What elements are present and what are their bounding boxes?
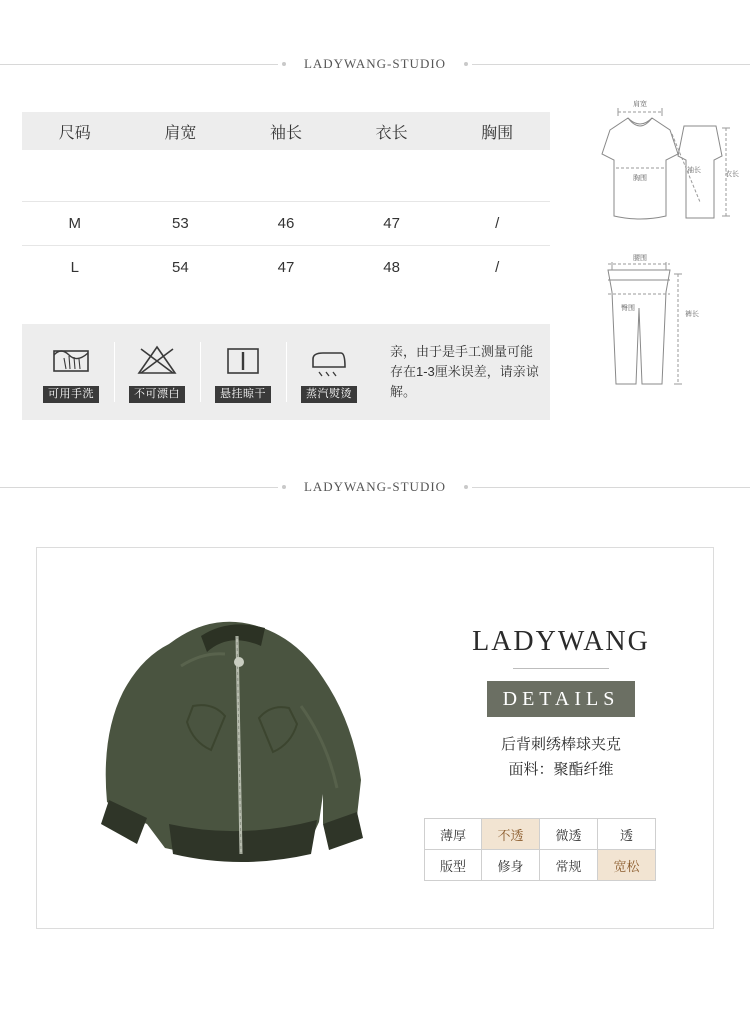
care-label: 蒸汽熨烫 <box>301 386 357 402</box>
detail-lines <box>429 733 693 783</box>
diagram-label-sleeve: 袖长 <box>687 166 701 174</box>
size-cell: 46 <box>233 202 339 246</box>
detail-line: 面料：聚酯纤维 <box>508 760 614 778</box>
measurement-note: 亲，由于是手工测量可能存在1-3厘米误差，请亲谅解。 <box>390 343 539 400</box>
care-label: 可用手洗 <box>43 386 99 402</box>
diagram-label-pants-length: 裤长 <box>685 310 699 318</box>
spec-option: 常规 <box>540 850 598 881</box>
no-bleach-icon <box>133 341 181 381</box>
size-table-header-cell: 肩宽 <box>128 112 234 150</box>
spec-row-fit <box>425 850 656 881</box>
spec-row-thickness <box>425 819 656 850</box>
size-cell: 48 <box>383 259 400 276</box>
size-table-header-row <box>22 112 550 150</box>
brand-divider-bottom <box>0 477 750 497</box>
details-band: DETAILS <box>487 681 635 717</box>
spec-grid <box>424 818 656 881</box>
size-cell: / <box>444 202 550 246</box>
table-row <box>22 202 550 246</box>
spec-option: 透 <box>598 819 656 850</box>
brand-divider-label-bottom: LADYWANG-STUDIO <box>303 479 447 494</box>
spec-option: 不透 <box>482 819 540 850</box>
care-label: 悬挂晾干 <box>215 386 271 402</box>
spacer-cell <box>444 150 550 202</box>
divider-line-left <box>0 64 278 65</box>
brand-rule <box>513 668 609 669</box>
care-item-hang-dry <box>200 324 286 420</box>
size-table-header-cell: 袖长 <box>233 112 339 150</box>
size-table-header-cell: 尺码 <box>22 112 128 150</box>
size-cell: 47 <box>339 202 445 246</box>
divider-dot-right <box>464 485 468 489</box>
spec-option: 微透 <box>540 819 598 850</box>
hang-dry-icon <box>219 341 267 381</box>
care-instructions-row <box>22 324 550 420</box>
diagram-label-length: 衣长 <box>725 170 739 178</box>
care-label: 不可漂白 <box>129 386 185 402</box>
size-cell: 54 <box>172 259 189 276</box>
size-table <box>22 112 550 289</box>
care-item-steam-iron <box>286 324 372 420</box>
detail-line: 后背刺绣棒球夹克 <box>500 736 621 753</box>
divider-line-left <box>0 487 278 488</box>
divider-dot-left <box>282 485 286 489</box>
size-table-header-cell: 胸围 <box>444 112 550 150</box>
size-cell: 47 <box>277 259 295 276</box>
spec-row-head: 版型 <box>425 850 482 881</box>
brand-divider-label-top: LADYWANG-STUDIO <box>303 56 447 71</box>
size-table-spacer-row <box>22 150 550 202</box>
spacer-cell <box>128 150 234 202</box>
measurement-diagram <box>566 84 740 424</box>
size-cell: 53 <box>128 202 234 246</box>
diagram-label-waist: 腰围 <box>633 254 647 262</box>
spacer-cell <box>22 150 128 202</box>
care-item-no-bleach <box>114 324 200 420</box>
size-cell: / <box>495 259 500 276</box>
table-row <box>22 246 550 290</box>
divider-dot-left <box>282 62 286 66</box>
divider-dot-right <box>464 62 468 66</box>
size-table-header-cell: 衣长 <box>339 112 445 150</box>
spec-option: 宽松 <box>598 850 656 881</box>
brand-divider-top <box>0 54 750 74</box>
product-brand: LADYWANG <box>472 626 650 657</box>
detail-column <box>429 626 693 783</box>
diagram-label-bust: 胸围 <box>633 174 647 182</box>
diagram-label-shoulder: 肩宽 <box>633 100 647 108</box>
product-photo <box>61 566 421 912</box>
size-cell: L <box>70 259 79 276</box>
spec-row-head: 薄厚 <box>425 819 482 850</box>
spacer-cell <box>233 150 339 202</box>
diagram-label-hip: 臀围 <box>621 304 635 312</box>
spec-option: 修身 <box>482 850 540 881</box>
steam-iron-icon <box>305 341 353 381</box>
divider-line-right <box>472 64 750 65</box>
size-cell: M <box>22 202 128 246</box>
spacer-cell <box>339 150 445 202</box>
hand-wash-icon <box>47 341 95 381</box>
care-item-hand-wash <box>28 324 114 420</box>
divider-line-right <box>472 487 750 488</box>
